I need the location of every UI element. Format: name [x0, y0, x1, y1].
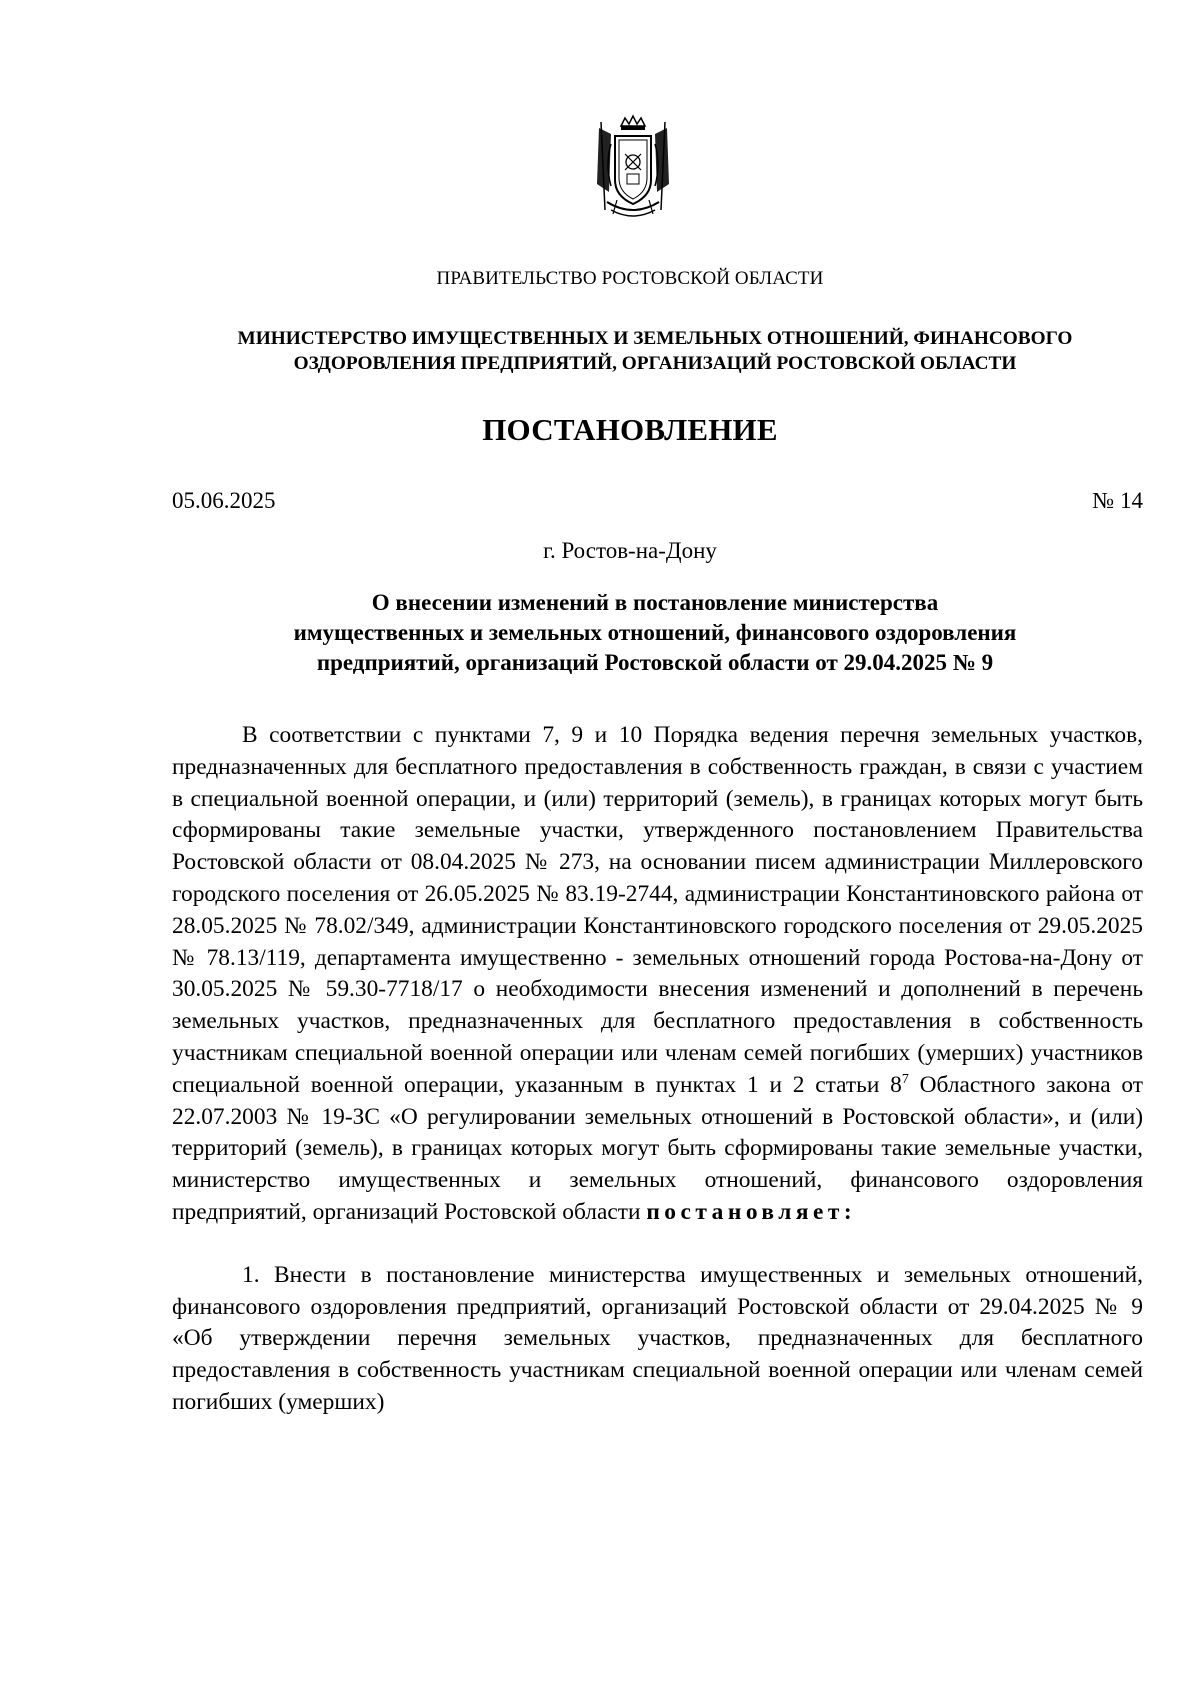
document-body [172, 720, 1143, 1419]
decree-word: постановляет: [646, 1198, 857, 1225]
paragraph-1-text-continued: Областного закона от 22.07.2003 № 19-ЗС «О регулировании земельных отношений в Ростовской области», и (или) территорий (земель), в границах которых могут быть сформированы такие земельные участки, министерство имущественных и земельных отношений, финансового оздоровления предприятий, организаций Ростовской области [172, 1071, 1143, 1225]
subject-line1: О внесении изменений в постановление министерства [371, 590, 939, 615]
ministry-name [170, 326, 1140, 376]
paragraph-1-text: В соответствии с пунктами 7, 9 и 10 Порядка ведения перечня земельных участков, предназначенных для бесплатного предоставления в собственность граждан, в связи с участием в специальной военной операции, и (или) территорий (земель), в границах которых могут быть сформированы такие земельные участки, утвержденного постановлением Правительства Ростовской области от 08.04.2025 № 273, на основании писем администрации Миллеровского городского поселения от 26.05.2025 № 83.19-2744, администрации Константиновского района от 28.05.2025 № 78.02/349, администрации Константиновского городского поселения от 29.05.2025 № 78.13/119, департамента имущественно - земельных отношений города Ростова-на-Дону от 30.05.2025 № 59.30-7718/17 о необходимости внесения изменений и дополнений в перечень земельных участков, предназначенных для бесплатного предоставления в собственность участникам специальной военной операции или членам семей погибших (умерших) участников специальной военной операции, указанным в пунктах 1 и 2 статьи 8 [172, 722, 1143, 1098]
document-number: № 14 [1092, 488, 1143, 513]
document-date: 05.06.2025 [172, 488, 276, 513]
government-name: ПРАВИТЕЛЬСТВО РОСТОВСКОЙ ОБЛАСТИ [436, 268, 824, 289]
document-city: г. Ростов-на-Дону [543, 538, 717, 563]
ministry-name-line2: ОЗДОРОВЛЕНИЯ ПРЕДПРИЯТИЙ, ОРГАНИЗАЦИЙ РОСТОВСКОЙ ОБЛАСТИ [293, 353, 1017, 374]
document-subject [190, 588, 1120, 678]
subject-line2: имущественных и земельных отношений, финансового оздоровления [293, 620, 1017, 645]
body-paragraph-1 [172, 720, 1143, 1229]
ministry-name-line1: МИНИСТЕРСТВО ИМУЩЕСТВЕННЫХ И ЗЕМЕЛЬНЫХ ОТНОШЕНИЙ, ФИНАНСОВОГО [237, 328, 1073, 349]
subject-line3: предприятий, организаций Ростовской области от 29.04.2025 № 9 [316, 650, 994, 675]
coat-of-arms-emblem [587, 114, 679, 224]
body-paragraph-2: 1. Внести в постановление министерства имущественных и земельных отношений, финансового оздоровления предприятий, организаций Ростовской области от 29.04.2025 № 9 «Об утверждении перечня земельных участков, предназначенных для бесплатного предоставления в собственность участникам специальной военной операции или членам семей погибших (умерших) [172, 1261, 1143, 1415]
article-superscript: 7 [901, 1071, 909, 1087]
document-type: ПОСТАНОВЛЕНИЕ [482, 412, 778, 447]
